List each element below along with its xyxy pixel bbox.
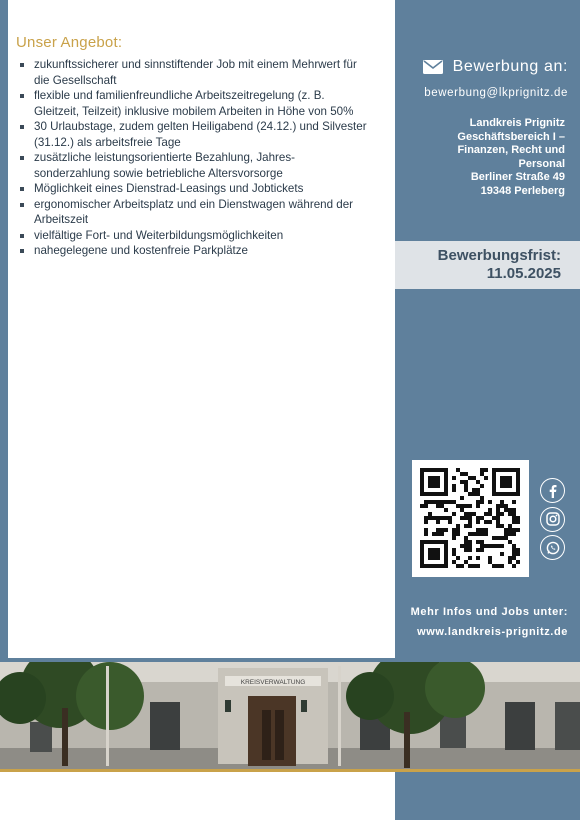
whatsapp-icon[interactable] <box>540 535 565 560</box>
offer-item: flexible und familienfreundliche Arbeitszeitregelung (z. B. Gleitzeit, Teilzeit) inklusive mobilem Arbeiten in Höhe von 50% <box>16 88 368 119</box>
offer-item: zusätzliche leistungsorientierte Bezahlung, Jahres-sonderzahlung sowie betriebliche Altersvorsorge <box>16 150 368 181</box>
offer-item: ergonomischer Arbeitsplatz und ein Dienstwagen während der Arbeitszeit <box>16 197 368 228</box>
apply-heading-block <box>392 58 568 76</box>
qr-code[interactable] <box>412 460 529 577</box>
address-line: Berliner Straße 49 <box>470 171 565 183</box>
facebook-icon[interactable] <box>540 478 565 503</box>
offer-item: vielfältige Fort- und Weiterbildungsmöglichkeiten <box>16 228 368 244</box>
address-line: Finanzen, Recht und <box>457 144 565 156</box>
offer-item: Möglichkeit eines Dienstrad-Leasings und Jobtickets <box>16 181 368 197</box>
instagram-icon[interactable] <box>540 507 565 532</box>
website-link[interactable]: www.landkreis-prignitz.de <box>417 626 568 638</box>
offer-item: zukunftssicherer und sinnstiftender Job mit einem Mehrwert für die Gesellschaft <box>16 57 368 88</box>
offer-heading: Unser Angebot: <box>16 34 123 51</box>
photo-sign-text: KREISVERWALTUNG <box>240 679 306 686</box>
more-info-label: Mehr Infos und Jobs unter: <box>410 606 568 618</box>
offer-item: nahegelegene und kostenfreie Parkplätze <box>16 243 368 259</box>
deadline-band <box>395 241 580 289</box>
offer-item: 30 Urlaubstage, zudem gelten Heiligabend (24.12.) und Silvester (31.12.) als arbeitsfreie Tage <box>16 119 368 150</box>
apply-email-link[interactable]: bewerbung@lkprignitz.de <box>424 87 568 99</box>
mail-icon <box>423 60 443 74</box>
deadline-label: Bewerbungsfrist: <box>437 247 561 264</box>
more-info <box>411 602 568 642</box>
building-photo <box>0 662 580 770</box>
offer-list <box>16 57 368 259</box>
footer-white-area <box>0 772 395 820</box>
address-line: Personal <box>518 157 565 170</box>
address-line: 19348 Perleberg <box>480 184 565 197</box>
apply-heading <box>392 58 568 76</box>
social-links <box>540 478 567 564</box>
address-line: Landkreis Prignitz <box>469 117 565 129</box>
address-line: Geschäftsbereich I – <box>457 130 565 143</box>
deadline-date: 11.05.2025 <box>486 265 561 282</box>
postal-address <box>405 117 565 198</box>
apply-heading-text: Bewerbung an: <box>452 58 568 75</box>
